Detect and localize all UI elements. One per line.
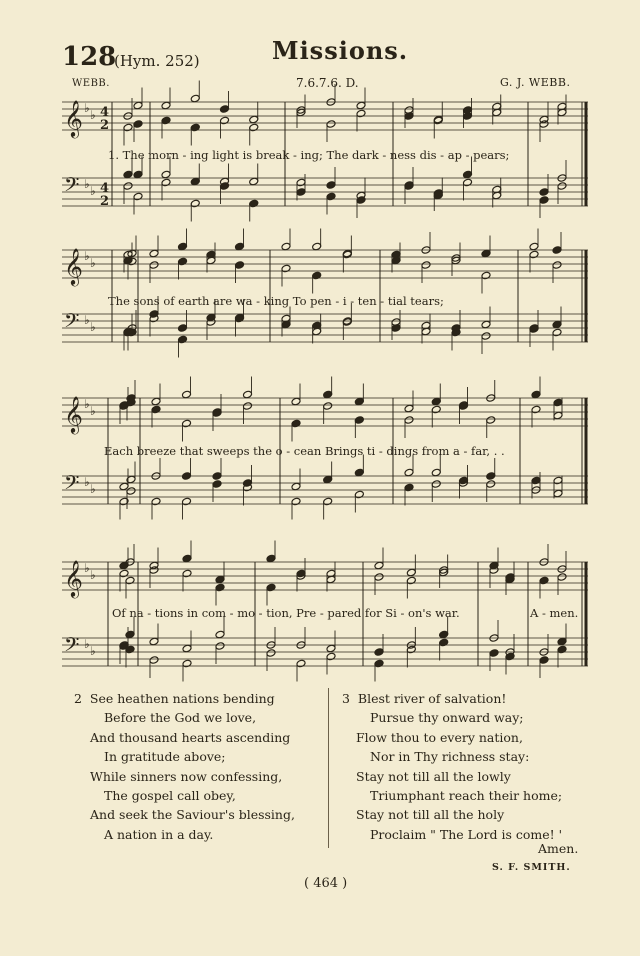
flat-sign: ♭	[90, 108, 96, 122]
note-head	[161, 116, 171, 125]
note-head	[249, 177, 259, 186]
note-head	[281, 242, 291, 251]
flat-sign: ♭	[90, 644, 96, 658]
note-head	[431, 480, 441, 489]
note-head	[404, 468, 414, 477]
note-head	[481, 320, 491, 329]
note-head	[529, 250, 539, 259]
note-head	[529, 242, 539, 251]
note-head	[178, 324, 188, 333]
note-head	[326, 120, 336, 129]
note-head	[431, 468, 441, 477]
note-head	[557, 182, 567, 191]
note-head	[553, 489, 563, 498]
note-head	[323, 497, 333, 506]
time-sig-bottom: 2	[100, 118, 110, 133]
note-head	[326, 181, 336, 190]
note-head	[182, 554, 192, 563]
note-head	[212, 472, 222, 481]
note-head	[486, 472, 496, 481]
note-head	[531, 476, 541, 485]
note-head	[212, 409, 222, 418]
note-head	[326, 644, 336, 653]
note-head	[149, 261, 159, 270]
note-head	[404, 404, 414, 413]
note-head	[266, 554, 276, 563]
note-head	[323, 390, 333, 399]
verse-line: And thousand hearts ascending	[90, 729, 291, 745]
note-head	[266, 649, 276, 658]
verse-line: Stay not till all the lowly	[356, 768, 511, 784]
note-head	[291, 497, 301, 506]
note-head	[149, 656, 159, 665]
note-head	[296, 188, 306, 197]
flat-sign: ♭	[90, 482, 96, 496]
note-head	[354, 490, 364, 499]
note-head	[552, 261, 562, 270]
note-head	[391, 318, 401, 327]
note-head	[133, 101, 143, 110]
note-head	[481, 249, 491, 258]
note-head	[296, 178, 306, 187]
note-head	[235, 314, 245, 323]
note-head	[486, 480, 496, 489]
note-head	[243, 402, 253, 411]
flat-sign: ♭	[84, 637, 90, 651]
verse-line: Proclaim " The Lord is come! '	[370, 826, 563, 842]
note-head	[125, 630, 135, 639]
flat-sign: ♭	[84, 249, 90, 263]
note-head	[151, 497, 161, 506]
bass-clef: 𝄢	[64, 633, 80, 661]
note-head	[539, 188, 549, 197]
note-head	[215, 583, 225, 592]
verse-line: Stay not till all the holy	[356, 807, 505, 823]
note-head	[421, 261, 431, 270]
flat-sign: ♭	[90, 184, 96, 198]
note-head	[123, 123, 133, 132]
note-head	[539, 576, 549, 585]
note-head	[215, 575, 225, 584]
note-head	[281, 264, 291, 273]
verse-line: Pursue thy onward way;	[370, 710, 524, 726]
bass-clef: 𝄢	[64, 309, 80, 337]
amen-lyric: A - men.	[530, 606, 579, 620]
treble-clef: 𝄞	[64, 247, 83, 285]
note-head	[552, 328, 562, 337]
note-head	[281, 314, 291, 323]
note-head	[374, 573, 384, 582]
note-head	[404, 416, 414, 425]
note-head	[182, 472, 192, 481]
note-head	[459, 402, 469, 411]
note-head	[486, 416, 496, 425]
note-head	[249, 115, 259, 124]
note-head	[391, 250, 401, 259]
note-head	[178, 257, 188, 266]
note-head	[151, 397, 161, 406]
note-head	[220, 105, 230, 114]
note-head	[557, 102, 567, 111]
flat-sign: ♭	[84, 101, 90, 115]
verse-amen: Amen.	[538, 841, 579, 856]
note-head	[220, 116, 230, 125]
note-head	[531, 390, 541, 399]
note-head	[557, 645, 567, 654]
note-head	[161, 178, 171, 187]
note-head	[553, 411, 563, 420]
note-head	[553, 398, 563, 407]
note-head	[133, 192, 143, 201]
bass-clef: 𝄢	[64, 173, 80, 201]
note-head	[235, 242, 245, 251]
note-head	[557, 573, 567, 582]
flat-sign: ♭	[90, 256, 96, 270]
verse-line	[74, 689, 295, 708]
note-head	[489, 649, 499, 658]
note-head	[125, 576, 135, 585]
note-head	[215, 642, 225, 651]
note-head	[481, 271, 491, 280]
note-head	[249, 123, 259, 132]
note-head	[374, 561, 384, 570]
note-head	[212, 480, 222, 489]
author: S. F. SMITH.	[492, 862, 571, 873]
tune-name: WEBB.	[72, 78, 110, 89]
page-number: ( 464 )	[304, 876, 348, 891]
note-head	[354, 416, 364, 425]
note-head	[354, 468, 364, 477]
flat-sign: ♭	[90, 404, 96, 418]
verse-line: Flow thou to every nation,	[356, 729, 523, 745]
note-head	[161, 101, 171, 110]
note-head	[421, 321, 431, 330]
verse-line	[342, 689, 562, 708]
note-head	[481, 332, 491, 341]
note-head	[123, 182, 133, 191]
note-head	[119, 497, 129, 506]
note-head	[291, 419, 301, 428]
note-head	[291, 397, 301, 406]
note-head	[326, 192, 336, 201]
note-head	[323, 402, 333, 411]
note-head	[296, 659, 306, 668]
note-head	[182, 390, 192, 399]
note-head	[178, 242, 188, 251]
lyric-line-4: Of na - tions in com - mo - tion, Pre - pared for Si - on's war.	[112, 606, 460, 620]
note-head	[312, 242, 322, 251]
note-head	[133, 170, 143, 179]
time-sig-top: 4	[100, 181, 110, 196]
verse-line-text: See heathen nations bending	[89, 691, 275, 706]
note-head	[557, 637, 567, 646]
note-head	[374, 659, 384, 668]
section-title: Missions.	[272, 36, 409, 65]
verse-3-lines	[342, 689, 562, 844]
note-head	[354, 397, 364, 406]
note-head	[266, 583, 276, 592]
note-head	[439, 630, 449, 639]
note-head	[249, 199, 259, 208]
note-head	[178, 335, 188, 344]
note-head	[235, 261, 245, 270]
note-head	[356, 101, 366, 110]
note-head	[182, 497, 192, 506]
note-head	[406, 576, 416, 585]
note-head	[190, 94, 200, 103]
verse-line-text: Blest river of salvation!	[357, 691, 507, 706]
flat-sign: ♭	[90, 568, 96, 582]
verse-number: 2	[74, 691, 82, 706]
verse-line: Before the God we love,	[104, 710, 257, 726]
note-head	[133, 120, 143, 129]
note-head	[463, 170, 473, 179]
note-head	[190, 123, 200, 132]
verse-line: And seek the Saviour's blessing,	[90, 807, 295, 823]
lyric-line-3: Each breeze that sweeps the o - cean Brings ti - dings from a - far, . .	[104, 444, 505, 458]
treble-clef: 𝄞	[64, 559, 83, 597]
note-head	[404, 483, 414, 492]
verse-number: 3	[342, 691, 350, 706]
note-head	[323, 475, 333, 484]
note-head	[431, 405, 441, 414]
verse-line: In gratitude above;	[104, 749, 226, 765]
verse-divider	[328, 688, 329, 848]
note-head	[119, 561, 129, 570]
note-head	[291, 482, 301, 491]
note-head	[439, 638, 449, 647]
note-head	[182, 659, 192, 668]
note-head	[463, 106, 473, 115]
note-head	[404, 182, 414, 191]
note-head	[149, 249, 159, 258]
note-head	[123, 170, 133, 179]
lyric-line-2: The sons of earth are wa - king To pen - i - ten - tial tears;	[108, 294, 444, 308]
flat-sign: ♭	[84, 561, 90, 575]
note-head	[190, 177, 200, 186]
time-sig-top: 4	[100, 105, 110, 120]
note-head	[463, 178, 473, 187]
note-head	[374, 648, 384, 657]
note-head	[119, 569, 129, 578]
hymn-reference: (Hym. 252)	[114, 52, 200, 70]
verse-line: The gospel call obey,	[104, 788, 236, 804]
note-head	[326, 569, 336, 578]
note-head	[529, 325, 539, 334]
flat-sign: ♭	[84, 397, 90, 411]
treble-clef: 𝄞	[64, 99, 83, 137]
note-head	[539, 196, 549, 205]
meter: 7.6.7.6. D.	[296, 76, 359, 90]
note-head	[552, 246, 562, 255]
flat-sign: ♭	[90, 320, 96, 334]
flat-sign: ♭	[84, 177, 90, 191]
note-head	[531, 405, 541, 414]
note-head	[149, 637, 159, 646]
note-head	[206, 250, 216, 259]
verse-line: Triumphant reach their home;	[370, 788, 563, 804]
note-head	[431, 397, 441, 406]
note-head	[126, 475, 136, 484]
note-head	[161, 170, 171, 179]
note-head	[151, 405, 161, 414]
note-head	[312, 321, 322, 330]
treble-clef: 𝄞	[64, 395, 83, 433]
note-head	[182, 644, 192, 653]
note-head	[182, 569, 192, 578]
time-sig-bottom: 2	[100, 194, 110, 209]
note-head	[182, 419, 192, 428]
lyric-line-1: 1. The morn - ing light is break - ing; The dark - ness dis - ap - pears;	[108, 148, 510, 162]
flat-sign: ♭	[84, 475, 90, 489]
note-head	[356, 109, 366, 118]
verse-line: Nor in Thy richness stay:	[370, 749, 530, 765]
verse-3	[342, 689, 562, 844]
composer: G. J. WEBB.	[500, 76, 571, 89]
verse-2	[74, 689, 295, 844]
note-head	[492, 185, 502, 194]
note-head	[215, 630, 225, 639]
note-head	[552, 320, 562, 329]
note-head	[312, 271, 322, 280]
note-head	[190, 199, 200, 208]
note-head	[404, 106, 414, 115]
verse-2-lines	[74, 689, 295, 844]
hymn-number: 128	[62, 42, 117, 72]
flat-sign: ♭	[84, 313, 90, 327]
note-head	[243, 390, 253, 399]
note-head	[539, 656, 549, 665]
verse-line: A nation in a day.	[104, 826, 214, 842]
note-head	[553, 476, 563, 485]
bass-clef: 𝄢	[64, 471, 80, 499]
note-head	[492, 102, 502, 111]
note-head	[326, 652, 336, 661]
note-head	[406, 568, 416, 577]
verse-line: While sinners now confessing,	[90, 768, 283, 784]
